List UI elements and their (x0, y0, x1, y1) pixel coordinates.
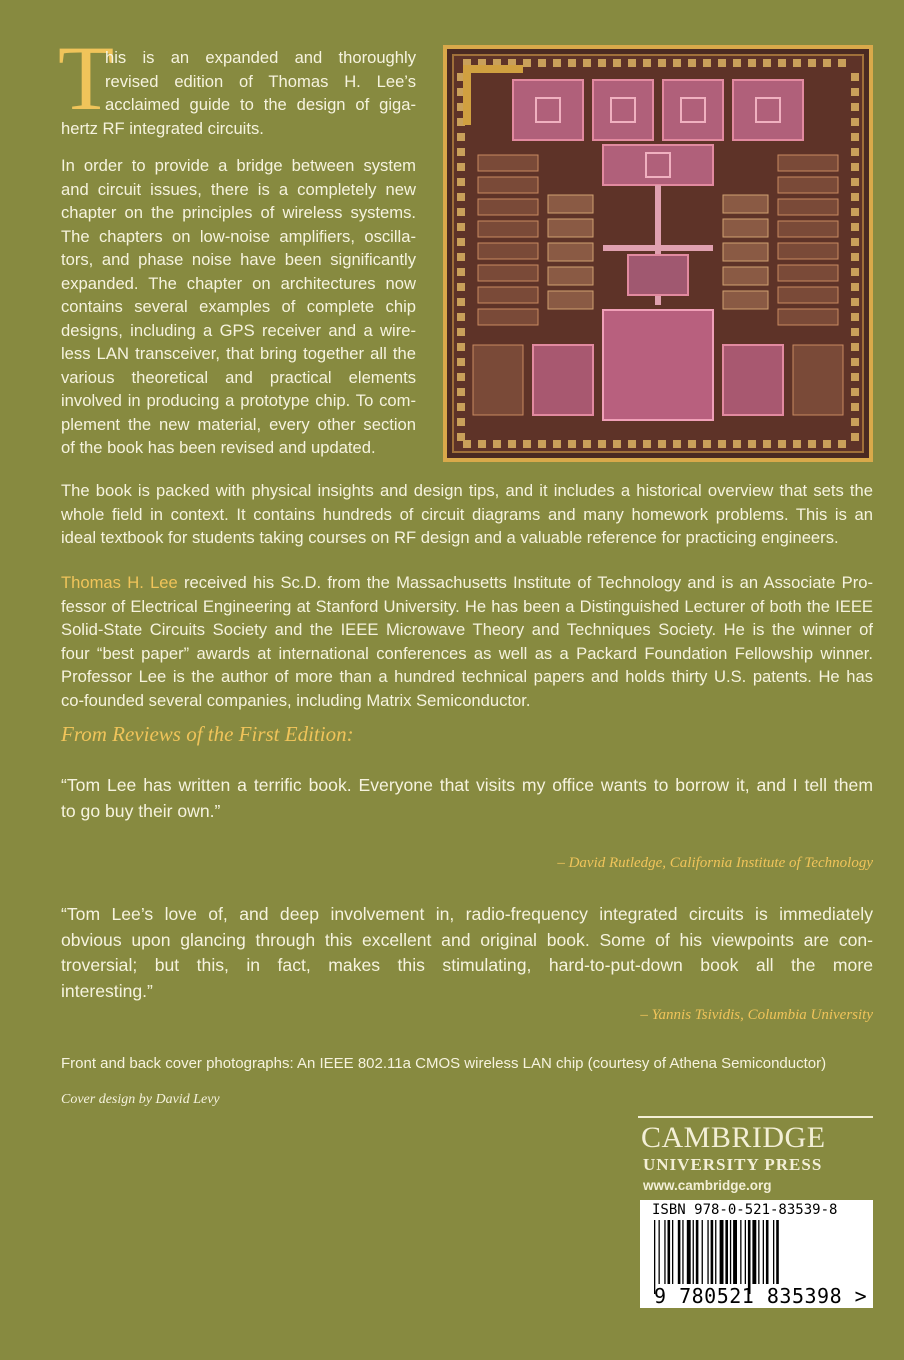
barcode-bar (730, 1220, 731, 1284)
chip-block (523, 59, 531, 67)
chip-block (463, 440, 471, 448)
chip-block (457, 298, 465, 306)
chip-block (548, 195, 593, 213)
barcode-bar (668, 1220, 671, 1284)
chip-photo (443, 45, 873, 462)
chip-block (748, 440, 756, 448)
text-line: contains several examples of complete chip (61, 297, 416, 316)
chip-block (823, 440, 831, 448)
text-line: various theoretical and practical elements (61, 367, 416, 387)
barcode-bar (776, 1220, 779, 1284)
chip-block (851, 403, 859, 411)
paragraph-insights (61, 479, 873, 550)
barcode-bar (693, 1220, 694, 1284)
chip-block (851, 193, 859, 201)
publisher-url[interactable]: www.cambridge.org (643, 1178, 772, 1193)
chip-block (673, 440, 681, 448)
chip-block (457, 373, 465, 381)
chip-block (548, 243, 593, 261)
review-quote-2 (61, 902, 873, 1004)
chip-block (457, 433, 465, 441)
chip-block (457, 268, 465, 276)
chip-block (457, 313, 465, 321)
chip-block (808, 59, 816, 67)
chip-block (603, 245, 713, 251)
chip-block (851, 118, 859, 126)
chip-block (533, 345, 593, 415)
text-line: In order to provide a bridge between system (61, 156, 416, 175)
chip-block (493, 440, 501, 448)
divider (638, 1116, 873, 1118)
chip-block (723, 219, 768, 237)
chip-block (457, 148, 465, 156)
chip-block (808, 440, 816, 448)
isbn-text: ISBN 978-0-521-83539-8 (652, 1202, 838, 1218)
text-line: obvious upon glancing through this excellent and original book. Some of his viewpoints are con- (61, 929, 873, 950)
text-line: ideal textbook for students taking courses on RF design and a valuable reference for practicing engineers. (61, 528, 839, 547)
chip-block (673, 59, 681, 67)
text-line: interesting.” (61, 980, 153, 1001)
review-attribution-1: – David Rutledge, California Institute of Technology (557, 855, 873, 871)
text-line: plement the new material, every other section (61, 414, 416, 434)
chip-block (538, 59, 546, 67)
chip-block (548, 291, 593, 309)
barcode-bar (745, 1220, 746, 1284)
barcode-bar (758, 1220, 759, 1284)
intro-paragraph (61, 46, 416, 140)
chip-block (688, 440, 696, 448)
chip-block (643, 59, 651, 67)
author-name: Thomas H. Lee (61, 573, 178, 592)
chip-block (478, 309, 538, 325)
barcode-bar (678, 1220, 681, 1284)
barcode-bar (696, 1220, 699, 1284)
chip-block (723, 291, 768, 309)
chip-block (778, 177, 838, 193)
chip-block (478, 221, 538, 237)
chip-block (478, 287, 538, 303)
chip-block (508, 440, 516, 448)
chip-block (838, 440, 846, 448)
chip-block (851, 298, 859, 306)
chip-block (851, 343, 859, 351)
barcode-bar (725, 1220, 728, 1284)
text-line: revised edition of Thomas H. Lee’s (105, 71, 416, 91)
chip-block (763, 440, 771, 448)
chip-block (463, 65, 523, 73)
barcode-bar (672, 1220, 673, 1284)
chip-block (658, 59, 666, 67)
chip-block (688, 59, 696, 67)
barcode-number: 9 780521 835398 > (654, 1284, 868, 1308)
chip-block (663, 80, 723, 140)
chip-block (851, 178, 859, 186)
chip-block (723, 267, 768, 285)
chip-block (548, 219, 593, 237)
text-line: to go buy their own.” (61, 800, 221, 821)
chip-block (703, 440, 711, 448)
barcode-bar (720, 1220, 724, 1284)
cover-design-credit: Cover design by David Levy (61, 1092, 220, 1107)
chip-block (851, 163, 859, 171)
chip-block (538, 440, 546, 448)
text-line: Solid-State Circuits Society and the IEEE Microwave Theory and Techniques Society. He is the winner of (61, 620, 873, 639)
chip-block (718, 59, 726, 67)
text-line: of the book has been revised and updated. (61, 438, 376, 457)
text-line: “Tom Lee has written a terrific book. Everyone that visits my office wants to borrow it, and I tell them (61, 775, 873, 795)
chip-block (851, 148, 859, 156)
chip-block (523, 440, 531, 448)
chip-block (778, 243, 838, 259)
chip-block (793, 440, 801, 448)
review-quote-1 (61, 773, 873, 824)
chip-block (568, 440, 576, 448)
chip-block (457, 388, 465, 396)
publisher-subtitle: UNIVERSITY PRESS (643, 1155, 823, 1174)
chip-block (583, 440, 591, 448)
chip-block (778, 287, 838, 303)
chip-block (851, 358, 859, 366)
chip-block (457, 418, 465, 426)
chip-block (778, 265, 838, 281)
barcode-bar (763, 1220, 764, 1284)
chip-block (851, 103, 859, 111)
chip-block (457, 283, 465, 291)
chip-block (478, 155, 538, 171)
chip-block (583, 59, 591, 67)
chip-block (658, 440, 666, 448)
chip-block (851, 418, 859, 426)
barcode-bar (752, 1220, 756, 1284)
chip-block (457, 133, 465, 141)
chip-block (548, 267, 593, 285)
chip-block (457, 253, 465, 261)
chip-block (778, 221, 838, 237)
barcode-bar (659, 1220, 660, 1284)
chip-block (718, 440, 726, 448)
chip-block (851, 313, 859, 321)
text-line: tors, and phase noise have been significantly (61, 250, 416, 269)
text-line: expanded. The chapter on architectures now (61, 273, 416, 293)
reviews-heading: From Reviews of the First Edition: (61, 722, 354, 746)
text-line: acclaimed guide to the design of giga- (105, 95, 416, 114)
chip-block (778, 309, 838, 325)
chip-block (553, 59, 561, 67)
chip-block (851, 208, 859, 216)
barcode-bar (702, 1220, 703, 1284)
text-line: The book is packed with physical insights and design tips, and it includes a historical overview that sets the (61, 481, 873, 500)
text-line: Professor Lee is the author of more than a hundred technical papers and holds thirty U.S. patents. He has (61, 667, 873, 686)
chip-block (457, 403, 465, 411)
chip-block (823, 59, 831, 67)
publisher-logo: CAMBRIDGE (641, 1121, 826, 1154)
chip-block (598, 59, 606, 67)
chip-block (703, 59, 711, 67)
chip-block (553, 440, 561, 448)
chip-block (851, 253, 859, 261)
text-line: involved in producing a prototype chip. To com- (61, 391, 416, 410)
chip-block (763, 59, 771, 67)
review-attribution-2: – Yannis Tsividis, Columbia University (640, 1007, 873, 1023)
text-line: designs, including a GPS receiver and a wire- (61, 320, 416, 340)
chip-block (473, 345, 523, 415)
chip-block (851, 73, 859, 81)
chip-block (478, 199, 538, 215)
chip-block (778, 155, 838, 171)
chip-block (478, 440, 486, 448)
chip-block (457, 358, 465, 366)
chip-block (457, 193, 465, 201)
chip-block (613, 59, 621, 67)
text-line: whole field in context. It contains hundreds of circuit diagrams and many homework problems. This is an (61, 504, 873, 524)
chip-block (457, 328, 465, 336)
chip-block (838, 59, 846, 67)
barcode-bar (733, 1220, 737, 1284)
chip-block (613, 440, 621, 448)
text-line: troversial; but this, in fact, makes this stimulating, hard-to-put-down book all the more (61, 955, 873, 975)
chip-block (723, 195, 768, 213)
barcode-bar (740, 1220, 741, 1284)
photo-credit: Front and back cover photographs: An IEEE 802.11a CMOS wireless LAN chip (courtesy of Athena Semiconductor) (61, 1055, 827, 1072)
chip-block (478, 177, 538, 193)
chip-block (463, 65, 471, 125)
chip-block (603, 145, 713, 185)
chip-block (628, 59, 636, 67)
text-line: “Tom Lee’s love of, and deep involvement in, radio-frequency integrated circuits is immediately (61, 904, 873, 924)
barcode-bar (707, 1220, 708, 1284)
text-line: co-founded several companies, including Matrix Semiconductor. (61, 690, 531, 710)
barcode-bar (766, 1220, 769, 1284)
chip-block (778, 199, 838, 215)
text-line: fessor of Electrical Engineering at Stanford University. He has been a Distinguished Lecturer of both the IEEE (61, 596, 873, 616)
text-line: and circuit issues, there is a completely new (61, 179, 416, 199)
chip-block (457, 223, 465, 231)
chip-block (457, 208, 465, 216)
chip-block (628, 440, 636, 448)
barcode-bar (711, 1220, 714, 1284)
chip-block (851, 133, 859, 141)
text-line: his is an expanded and thoroughly (105, 48, 416, 67)
chip-block (593, 80, 653, 140)
chip-block (851, 238, 859, 246)
text-line: hertz RF integrated circuits. (61, 118, 264, 138)
text-line: less LAN transceiver, that bring together all the (61, 344, 416, 363)
chip-block (457, 163, 465, 171)
chip-block (851, 388, 859, 396)
chip-block (793, 345, 843, 415)
chip-block (793, 59, 801, 67)
chip-block (568, 59, 576, 67)
author-bio: Thomas H. Lee received his Sc.D. from the Massachusetts Institute of Technology and is an Associate Pro- fessor of Electrical Engineering at Stanford University. He has been a Distinguished Lecturer of both the IEEE Solid-State Circuits Society and the IEEE Microwave Theory and Techniques Society. He is the winner of four “best paper” awards at international conferences as well as a Packard Foundation Fellowship winner. Professor Lee is the author of more than a hundred technical papers and holds thirty U.S. patents. He has co-founded several companies, including Matrix Semiconductor. (61, 571, 873, 712)
chip-block (457, 343, 465, 351)
chip-block (643, 440, 651, 448)
barcode-bar (773, 1220, 774, 1284)
chip-block (733, 440, 741, 448)
chip-block (598, 440, 606, 448)
barcode-bar (715, 1220, 716, 1284)
chip-block (851, 283, 859, 291)
barcode-bar (748, 1220, 751, 1294)
chip-block (748, 59, 756, 67)
chip-block (723, 345, 783, 415)
chip-block (733, 80, 803, 140)
chip-block (478, 265, 538, 281)
chip-block (733, 59, 741, 67)
chip-block (851, 328, 859, 336)
chip-block (851, 88, 859, 96)
isbn-barcode (640, 1200, 873, 1308)
chip-block (851, 268, 859, 276)
text-line: The chapters on low-noise amplifiers, oscilla- (61, 226, 416, 246)
drop-cap: T (58, 27, 115, 129)
chip-block (513, 80, 583, 140)
barcode-bar (664, 1220, 665, 1284)
chip-block (478, 243, 538, 259)
barcode-bar (654, 1220, 655, 1294)
chip-block (628, 255, 688, 295)
chip-block (603, 310, 713, 420)
chip-block (778, 440, 786, 448)
chip-block (778, 59, 786, 67)
chip-block (457, 178, 465, 186)
chip-block (457, 238, 465, 246)
paragraph-bridge (61, 154, 416, 460)
barcode-bar (682, 1220, 683, 1284)
barcode-bar (687, 1220, 691, 1284)
chip-block (851, 223, 859, 231)
text-line: four “best paper” awards at international conferences as well as a Packard Foundation Fellowship winner. (61, 643, 873, 663)
text-line: chapter on the principles of wireless systems. (61, 203, 416, 222)
chip-block (851, 373, 859, 381)
chip-block (723, 243, 768, 261)
chip-block (851, 433, 859, 441)
